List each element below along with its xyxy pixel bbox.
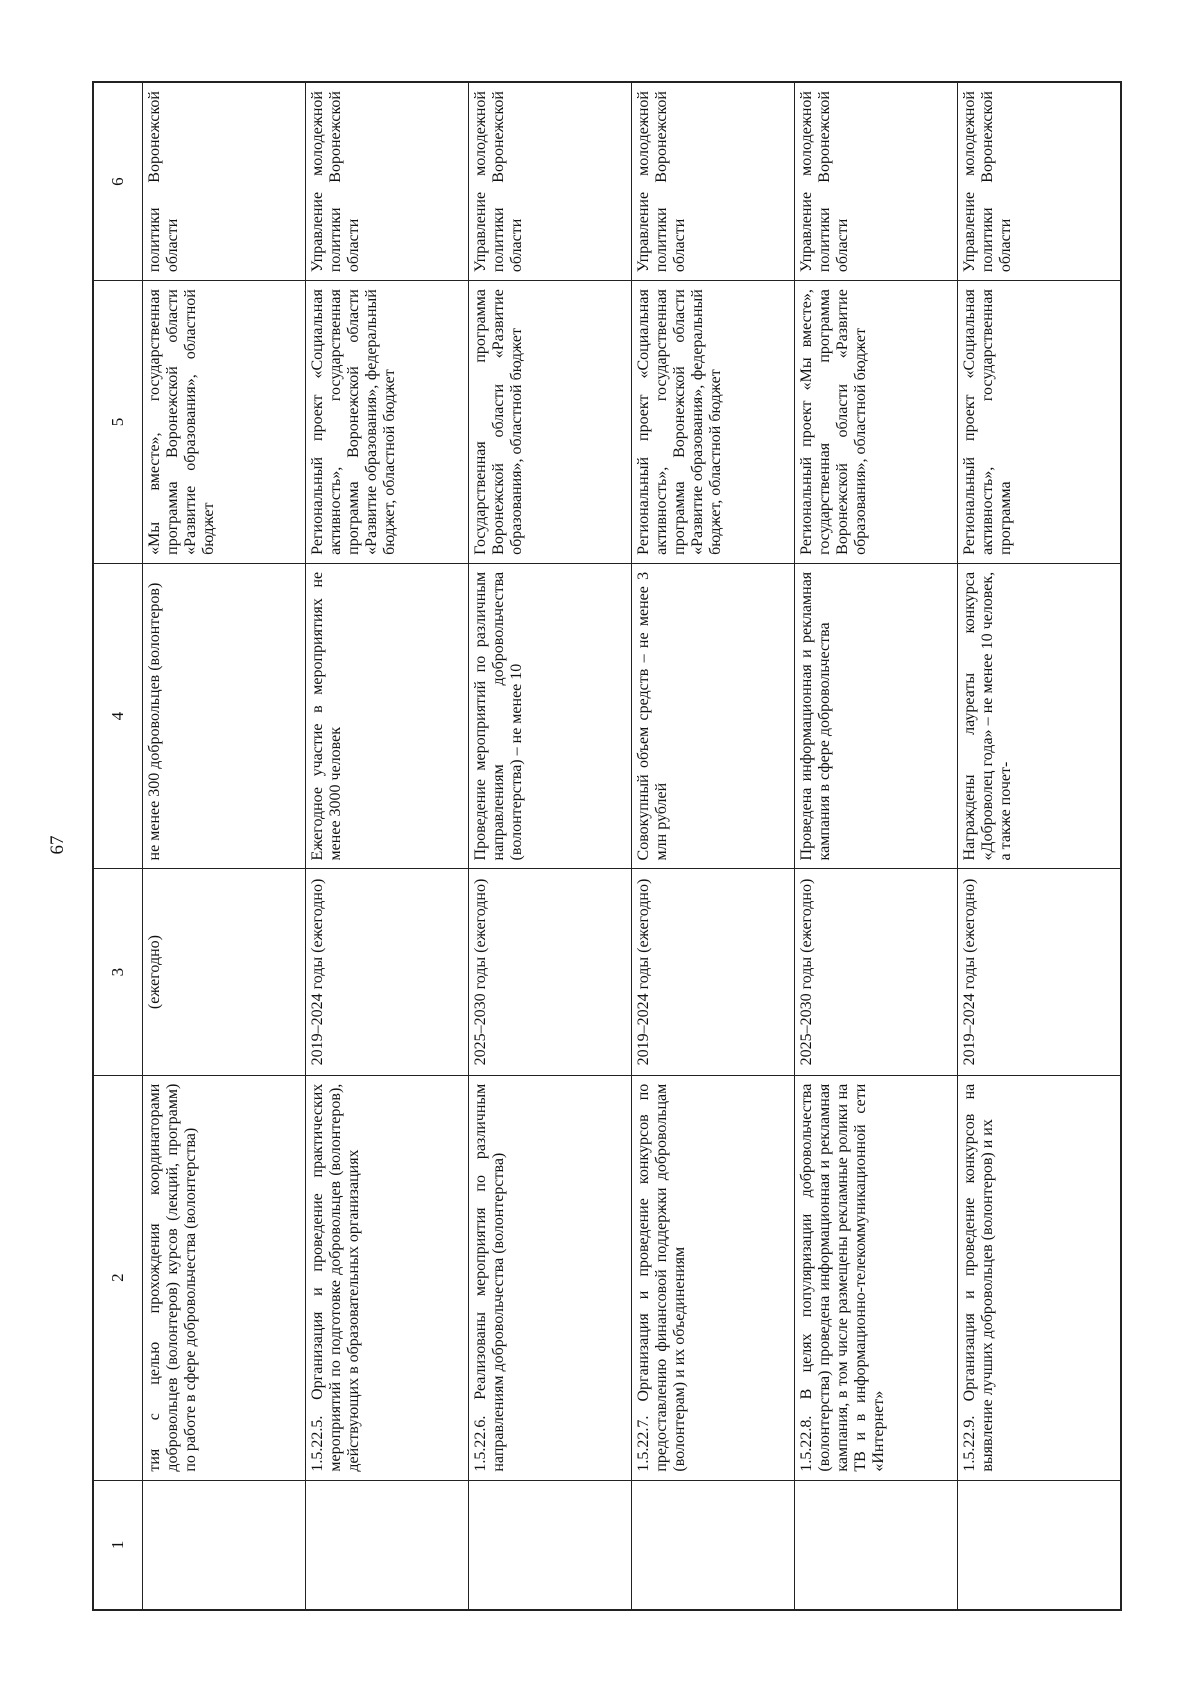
cell-indicator: Награждены лауреаты конкурса «Доброволец года» – не менее 10 человек, а также почет-: [958, 563, 1121, 869]
cell-period: 2019–2024 годы (ежегодно): [958, 869, 1121, 1075]
cell-measure: 1.5.22.9. Организация и проведение конкурсов на выявление лучших добровольцев (волонтеров) и их: [958, 1075, 1121, 1480]
column-header-5: 5: [93, 281, 143, 564]
cell-funding-source: Региональный проект «Социальная активность», государственная программа Воронежской области «Развитие образования», федеральный бюджет, областной бюджет: [632, 281, 795, 564]
cell-period: 2025–2030 годы (ежегодно): [469, 869, 632, 1075]
column-header-3: 3: [93, 869, 143, 1075]
rotated-table-wrapper: [92, 81, 1108, 1611]
page-number: 67: [47, 835, 68, 855]
cell-funding-source: «Мы вместе», государственная программа Воронежской области «Развитие образования», областной бюджет: [143, 281, 306, 564]
column-header-1: 1: [93, 1480, 143, 1610]
cell-measure: 1.5.22.5. Организация и проведение практических мероприятий по подготовке добровольцев (волонтеров), действующих в образовательных организациях: [306, 1075, 469, 1480]
cell-measure: 1.5.22.6. Реализованы мероприятия по различным направлениям добровольчества (волонтерства): [469, 1075, 632, 1480]
cell-responsible: Управление молодежной политики Воронежской области: [632, 82, 795, 281]
table-row: [143, 82, 306, 1610]
cell-number: [795, 1480, 958, 1610]
column-header-4: 4: [93, 563, 143, 869]
cell-funding-source: Региональный проект «Социальная активность», государственная программа Воронежской области «Развитие образования», федеральный бюджет, областной бюджет: [306, 281, 469, 564]
cell-measure: 1.5.22.8. В целях популяризации добровольчества (волонтерства) проведена информационная и рекламная кампания, в том числе размещены рекламные ролики на ТВ и в информационно-телекоммуникационной сети «Интернет»: [795, 1075, 958, 1480]
cell-responsible: Управление молодежной политики Воронежской области: [795, 82, 958, 281]
cell-responsible: Управление молодежной политики Воронежской области: [469, 82, 632, 281]
cell-period: (ежегодно): [143, 869, 306, 1075]
cell-indicator: Проведение мероприятий по различным направлениям добровольчества (волонтерства) – не менее 10: [469, 563, 632, 869]
cell-number: [958, 1480, 1121, 1610]
cell-measure: 1.5.22.7. Организация и проведение конкурсов по предоставлению финансовой поддержки добровольцам (волонтерам) и их объединениям: [632, 1075, 795, 1480]
cell-responsible: политики Воронежской области: [143, 82, 306, 281]
cell-number: [469, 1480, 632, 1610]
table-row: [306, 82, 469, 1610]
cell-number: [306, 1480, 469, 1610]
cell-responsible: Управление молодежной политики Воронежской области: [958, 82, 1121, 281]
column-header-6: 6: [93, 82, 143, 281]
cell-indicator: Ежегодное участие в мероприятиях не менее 3000 человек: [306, 563, 469, 869]
cell-measure: тия с целью прохождения координаторами добровольцев (волонтеров) курсов (лекций, программ) по работе в сфере добровольчества (волонтерства): [143, 1075, 306, 1480]
table-row: [795, 82, 958, 1610]
cell-indicator: Совокупный объем средств – не менее 3 млн рублей: [632, 563, 795, 869]
cell-period: 2019–2024 годы (ежегодно): [632, 869, 795, 1075]
table-header-row: [93, 82, 143, 1610]
table-row: [469, 82, 632, 1610]
cell-number: [632, 1480, 795, 1610]
column-header-2: 2: [93, 1075, 143, 1480]
cell-period: 2019–2024 годы (ежегодно): [306, 869, 469, 1075]
measures-table: [92, 81, 1122, 1611]
table-row: [958, 82, 1121, 1610]
cell-period: 2025–2030 годы (ежегодно): [795, 869, 958, 1075]
table-row: [632, 82, 795, 1610]
cell-funding-source: Государственная программа Воронежской области «Развитие образования», областной бюджет: [469, 281, 632, 564]
cell-funding-source: Региональный проект «Социальная активность», государственная программа: [958, 281, 1121, 564]
cell-indicator: Проведена информационная и рекламная кампания в сфере добровольчества: [795, 563, 958, 869]
cell-indicator: не менее 300 добровольцев (волонтеров): [143, 563, 306, 869]
cell-responsible: Управление молодежной политики Воронежской области: [306, 82, 469, 281]
cell-number: [143, 1480, 306, 1610]
cell-funding-source: Региональный проект «Мы вместе», государственная программа Воронежской области «Развитие образования», областной бюджет: [795, 281, 958, 564]
